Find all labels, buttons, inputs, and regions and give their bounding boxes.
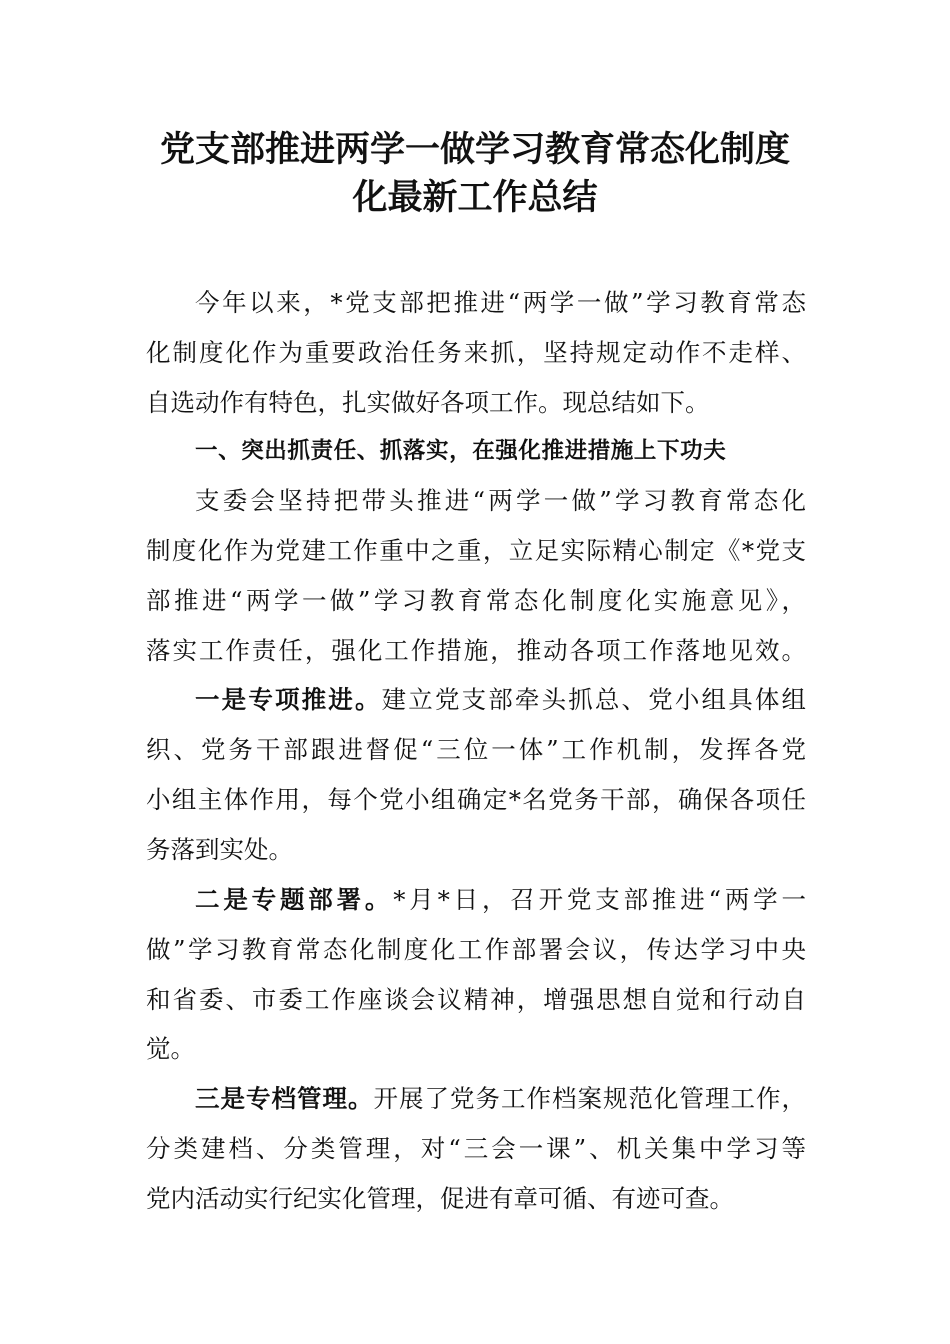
item-3-line-1 [195, 1074, 806, 1124]
intro-line-1: 今年以来，*党支部把推进“两学一做”学习教育常态 [195, 288, 806, 317]
item-2-line-3: 和省委、市委工作座谈会议精神，增强思想自觉和行动自 [146, 985, 806, 1014]
document-title-line-1: 党支部推进两学一做学习教育常态化制度 [159, 129, 790, 170]
section-1-line-1: 支委会坚持把带头推进“两学一做”学习教育常态化 [195, 486, 806, 515]
item-1-first-line-rest: 建立党支部牵头抓总、党小组具体组 [381, 685, 807, 714]
intro-line-2: 化制度化作为重要政治任务来抓，坚持规定动作不走样、 [146, 338, 806, 367]
item-1-lead: 一是专项推进。 [195, 685, 382, 714]
section-1-line-4: 落实工作责任，强化工作措施，推动各项工作落地见效。 [146, 636, 806, 665]
item-2-line-2: 做”学习教育常态化制度化工作部署会议，传达学习中央 [146, 935, 806, 964]
section-1-heading: 一、突出抓责任、抓落实，在强化推进措施上下功夫 [195, 438, 727, 464]
item-1-line-3: 小组主体作用，每个党小组确定*名党务干部，确保各项任 [146, 785, 806, 814]
item-3-line-2: 分类建档、分类管理，对“三会一课”、机关集中学习等 [146, 1134, 806, 1163]
document-title-line-2: 化最新工作总结 [352, 177, 598, 218]
item-3-line-3: 党内活动实行纪实化管理，促进有章可循、有迹可查。 [146, 1184, 734, 1213]
intro-line-3: 自选动作有特色，扎实做好各项工作。现总结如下。 [146, 388, 710, 417]
item-3-first-line-rest: 开展了党务工作档案规范化管理工作， [373, 1084, 806, 1113]
item-2-line-4: 觉。 [146, 1034, 195, 1063]
item-2-line-1 [195, 875, 806, 925]
item-2-lead: 二是专题部署。 [195, 885, 394, 914]
item-2-first-line-rest: *月*日，召开党支部推进“两学一 [393, 885, 806, 914]
item-1-line-2: 织、党务干部跟进督促“三位一体”工作机制，发挥各党 [146, 735, 806, 764]
section-1-line-3: 部推进“两学一做”学习教育常态化制度化实施意见》， [146, 586, 806, 615]
item-1-line-1 [195, 675, 806, 725]
item-3-lead: 三是专档管理。 [195, 1084, 374, 1113]
item-1-line-4: 务落到实处。 [146, 835, 293, 864]
section-1-line-2: 制度化作为党建工作重中之重，立足实际精心制定《*党支 [146, 536, 806, 565]
